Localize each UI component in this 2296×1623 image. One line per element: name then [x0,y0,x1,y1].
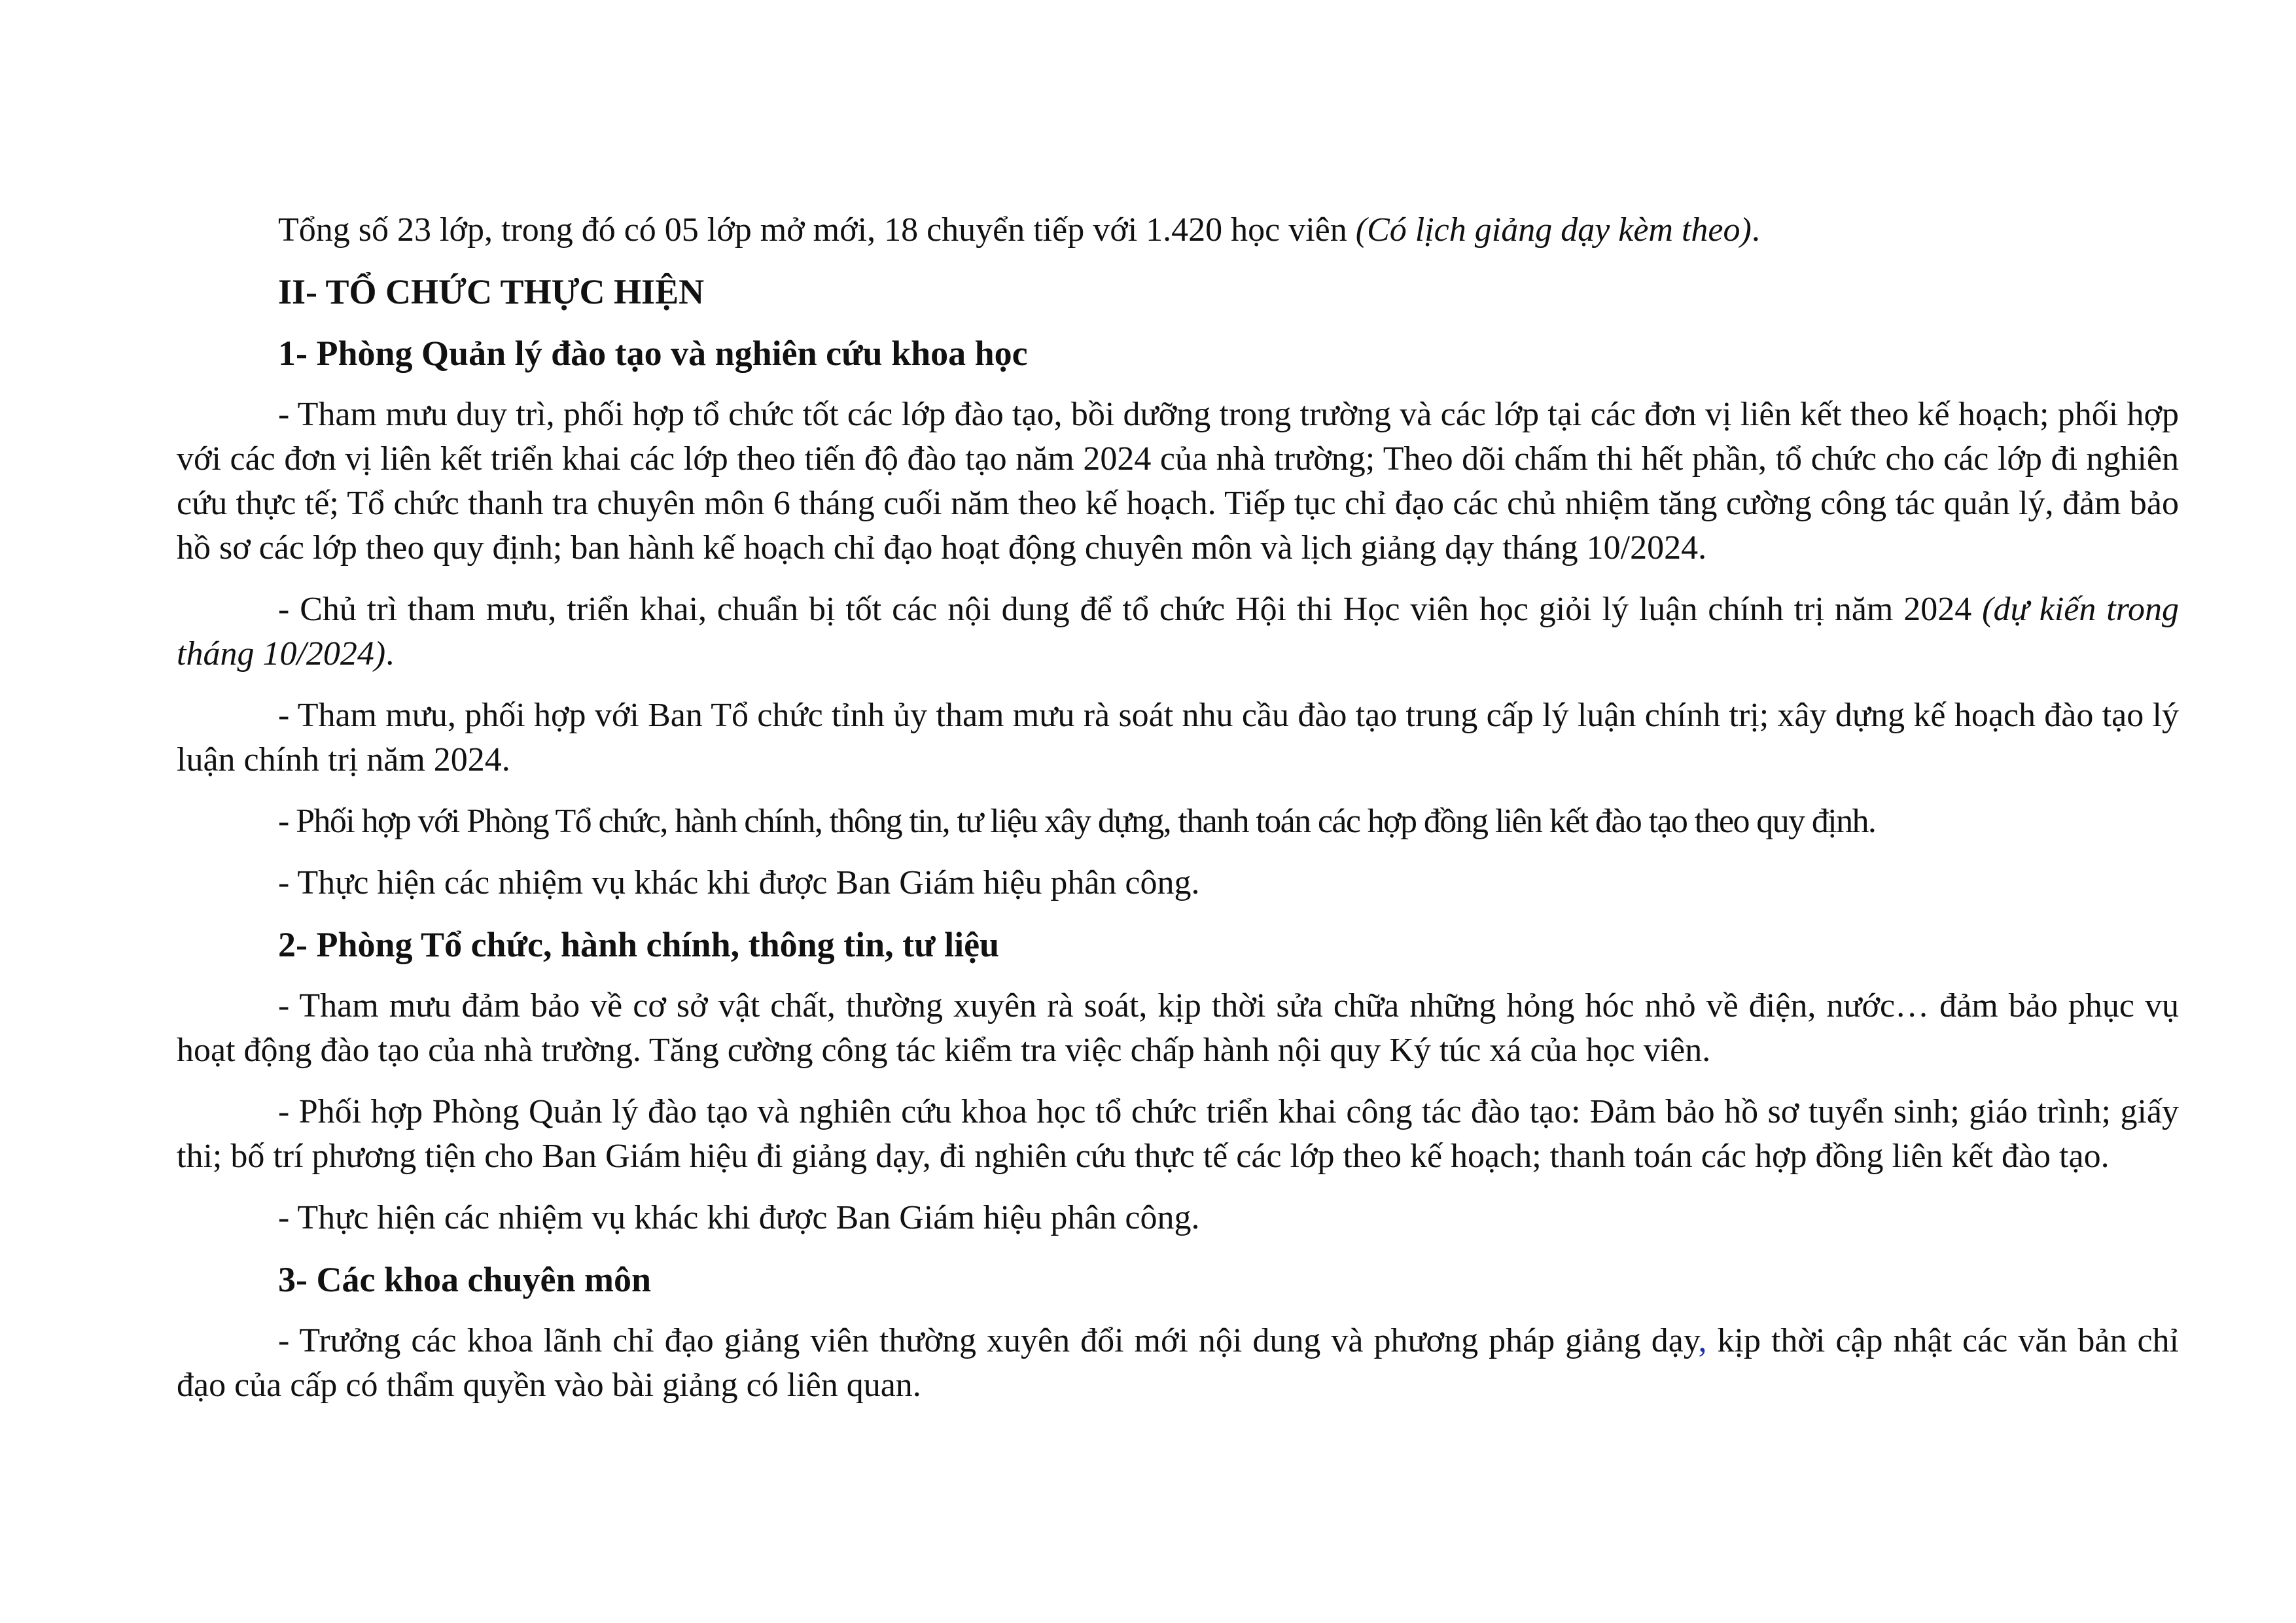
part1-paragraph-2 [177,587,2179,676]
part1-paragraph-2-end: . [385,635,395,672]
document-page [177,208,2179,1425]
part3-paragraph-1-text-a: - Trưởng các khoa lãnh chỉ đạo giảng viên thường xuyên đổi mới nội dung và phương pháp giảng dạy [278,1322,1699,1359]
part1-paragraph-1: - Tham mưu duy trì, phối hợp tổ chức tốt các lớp đào tạo, bồi dưỡng trong trường và các lớp tại các đơn vị liên kết theo kế hoạch; phối hợp với các đơn vị liên kết triển khai các lớp theo tiến độ đào tạo năm 2024 của nhà trường; Theo dõi chấm thi hết phần, tổ chức cho các lớp đi nghiên cứu thực tế; Tổ chức thanh tra chuyên môn 6 tháng cuối năm theo kế hoạch. Tiếp tục chỉ đạo các chủ nhiệm tăng cường công tác quản lý, đảm bảo hồ sơ các lớp theo quy định; ban hành kế hoạch chỉ đạo hoạt động chuyên môn và lịch giảng dạy tháng 10/2024. [177,396,2179,567]
part1-paragraph-5: - Thực hiện các nhiệm vụ khác khi được Ban Giám hiệu phân công. [278,864,1200,901]
intro-end: . [1751,211,1760,249]
part3-paragraph-1-comma: , [1698,1322,1707,1359]
part1-paragraph-2-text: - Chủ trì tham mưu, triển khai, chuẩn bị tốt các nội dung để tổ chức Hội thi Học viên học giỏi lý luận chính trị năm 2024 [278,591,1983,628]
intro-paragraph [177,208,2179,253]
part2-paragraph-2: - Phối hợp Phòng Quản lý đào tạo và nghiên cứu khoa học tổ chức triển khai công tác đào tạo: Đảm bảo hồ sơ tuyển sinh; giáo trình; giấy thi; bố trí phương tiện cho Ban Giám hiệu đi giảng dạy, đi nghiên cứu thực tế các lớp theo kế hoạch; thanh toán các hợp đồng liên kết đào tạo. [177,1093,2179,1175]
part3-paragraph-1 [177,1319,2179,1408]
part3-paragraph-1-text-b: kịp thời cập nhật các văn bản chỉ đạo của cấp có thẩm quyền vào bài giảng có liên quan. [177,1322,2179,1404]
section-title: II- TỔ CHỨC THỰC HIỆN [278,272,705,311]
intro-italic-note: (Có lịch giảng dạy kèm theo) [1355,211,1752,249]
part1-paragraph-3: - Tham mưu, phối hợp với Ban Tổ chức tỉnh ủy tham mưu rà soát nhu cầu đào tạo trung cấp lý luận chính trị; xây dựng kế hoạch đào tạo lý luận chính trị năm 2024. [177,697,2179,778]
part1-paragraph-4: - Phối hợp với Phòng Tổ chức, hành chính, thông tin, tư liệu xây dựng, thanh toán các hợp đồng liên kết đào tạo theo quy định. [278,803,1876,840]
part2-title: 2- Phòng Tổ chức, hành chính, thông tin, tư liệu [278,925,1000,964]
part3-title: 3- Các khoa chuyên môn [278,1260,652,1299]
part2-paragraph-3: - Thực hiện các nhiệm vụ khác khi được Ban Giám hiệu phân công. [278,1199,1200,1236]
part2-paragraph-1: - Tham mưu đảm bảo về cơ sở vật chất, thường xuyên rà soát, kịp thời sửa chữa những hỏng hóc nhỏ về điện, nước… đảm bảo phục vụ hoạt động đào tạo của nhà trường. Tăng cường công tác kiểm tra việc chấp hành nội quy Ký túc xá của học viên. [177,987,2179,1069]
part1-paragraph-2-italic: (dự kiến trong tháng 10/2024) [177,591,2179,672]
intro-text: Tổng số 23 lớp, trong đó có 05 lớp mở mới, 18 chuyển tiếp với 1.420 học viên [278,211,1356,249]
part1-title: 1- Phòng Quản lý đào tạo và nghiên cứu khoa học [278,334,1028,373]
